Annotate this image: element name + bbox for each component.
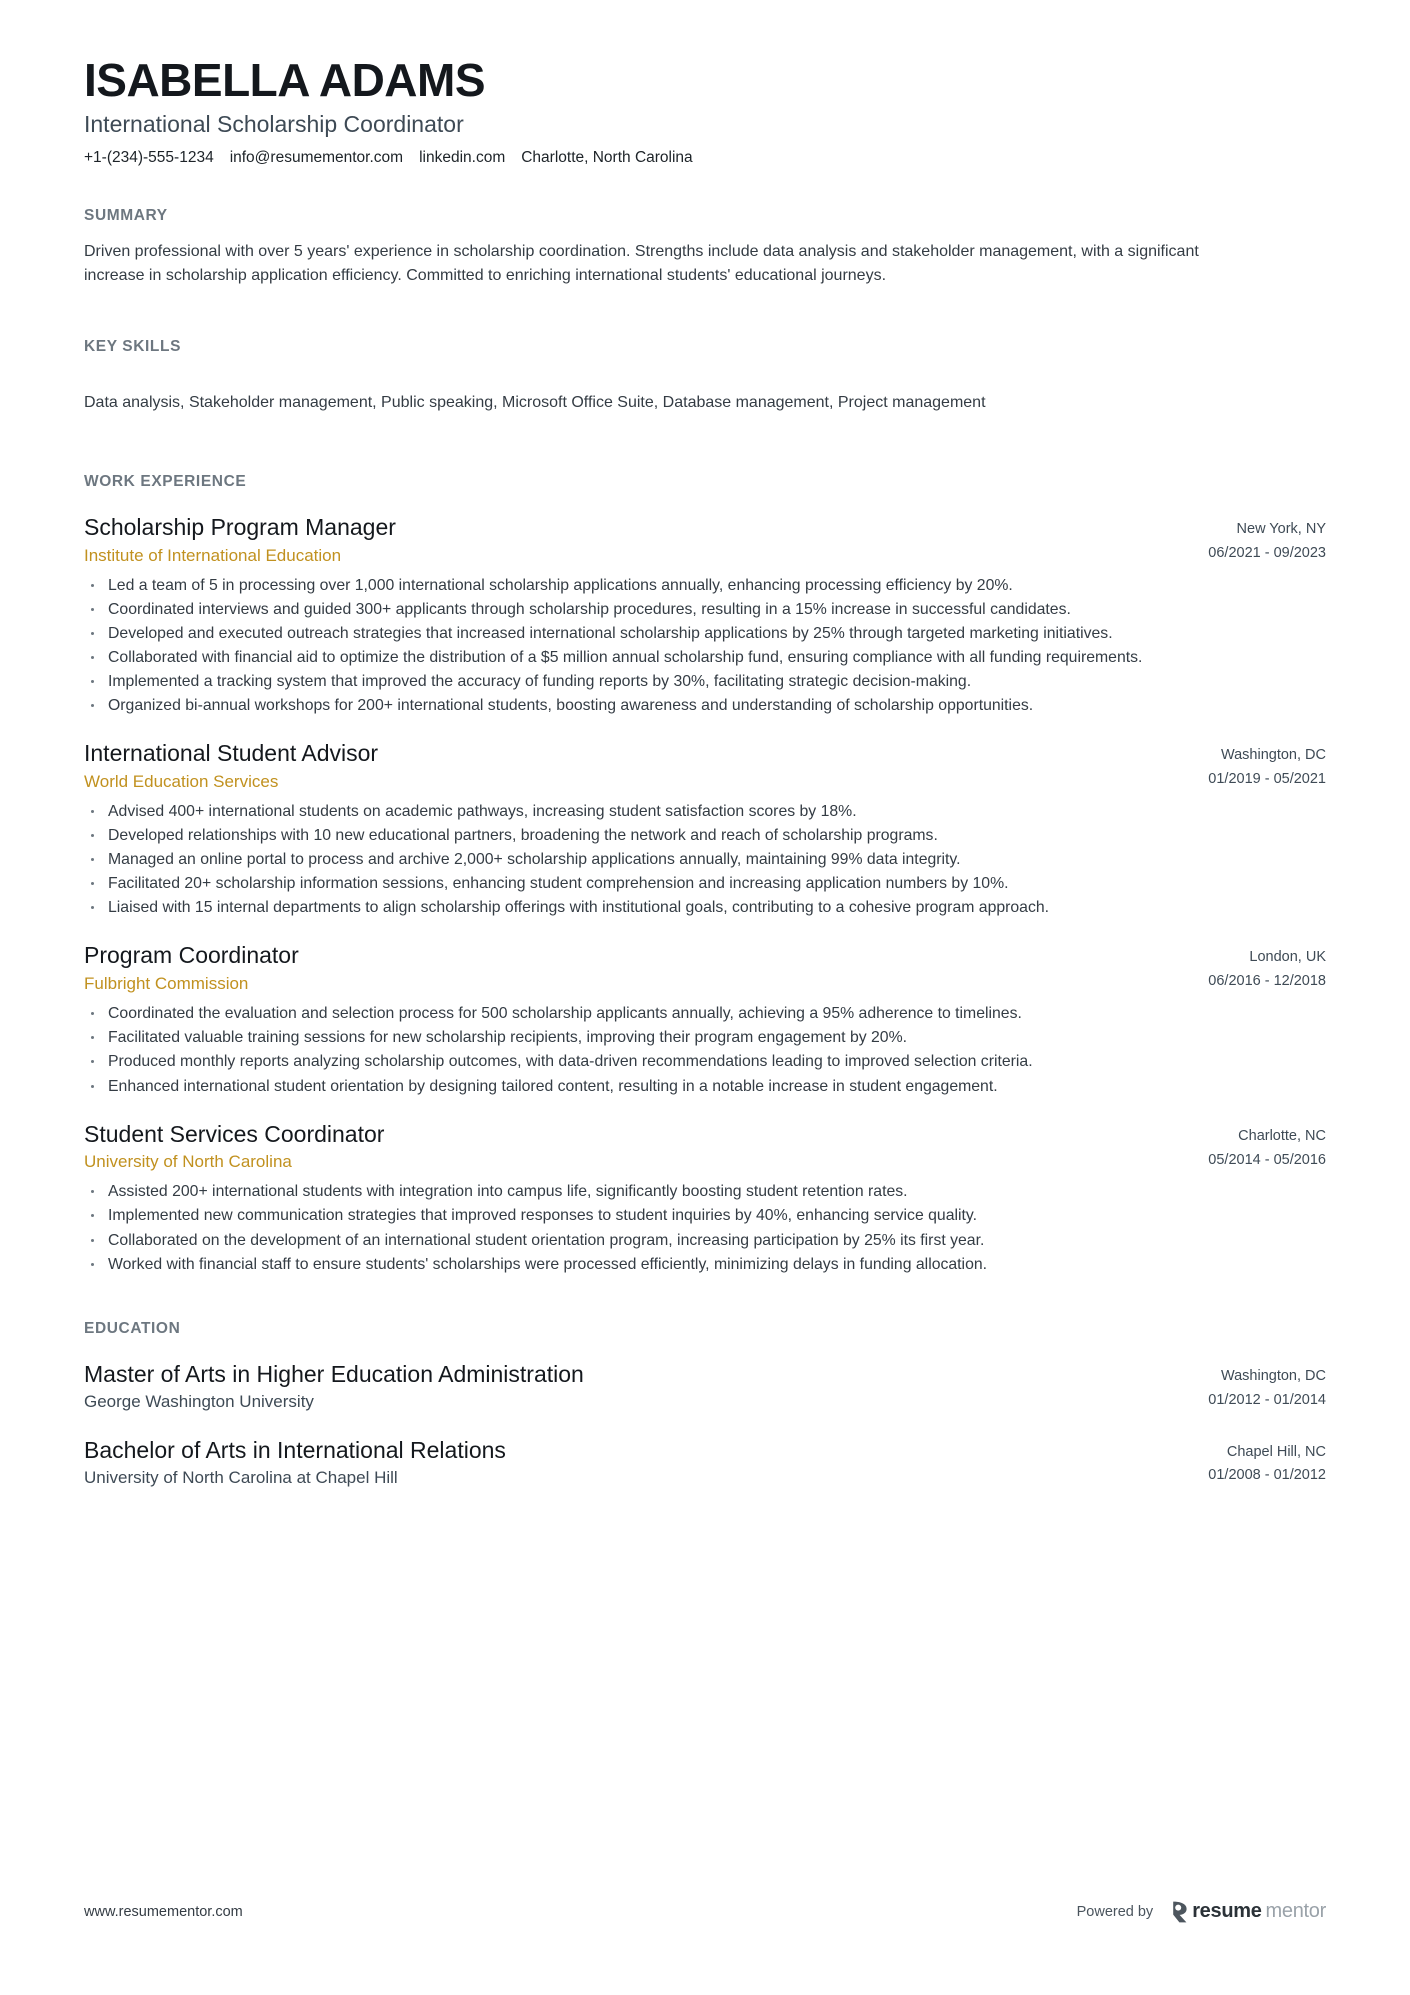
resumementor-logo: [1171, 1900, 1326, 1923]
work-entry-main: [84, 739, 1208, 793]
job-bullet: Developed relationships with 10 new educational partners, broadening the network and reach of scholarship programs.: [84, 824, 1293, 847]
work-entry-header: [84, 739, 1326, 793]
job-bullet: Developed and executed outreach strategies that increased international scholarship applications by 25% through targeted marketing initiatives.: [84, 622, 1293, 645]
work-entry: [84, 739, 1326, 919]
job-bullet: Coordinated interviews and guided 300+ applicants through scholarship procedures, resulting in a 15% increase in successful candidates.: [84, 598, 1293, 621]
job-bullet: Coordinated the evaluation and selection process for 500 scholarship applicants annually, achieving a 95% adherence to timelines.: [84, 1002, 1293, 1025]
school-dates: 01/2008 - 01/2012: [1208, 1467, 1326, 1484]
resumementor-mark-icon: [1171, 1901, 1188, 1923]
education-entry-main: [84, 1436, 1208, 1490]
job-bullet: Worked with financial staff to ensure students' scholarships were processed efficiently, minimizing delays in funding allocation.: [84, 1253, 1293, 1276]
brand-name-bold: resume: [1192, 1900, 1262, 1922]
job-bullet: Implemented a tracking system that improved the accuracy of funding reports by 30%, facilitating strategic decision-making.: [84, 670, 1293, 693]
education-entry-header: [84, 1436, 1326, 1490]
job-bullets: [84, 574, 1326, 717]
school-name: George Washington University: [84, 1392, 314, 1412]
job-bullet: Advised 400+ international students on academic pathways, increasing student satisfaction scores by 18%.: [84, 800, 1293, 823]
work-entry-meta: [1208, 941, 1326, 994]
work-entry-main: [84, 1120, 1208, 1174]
job-dates: 06/2016 - 12/2018: [1208, 973, 1326, 990]
job-role: International Student Advisor: [84, 740, 379, 767]
job-location: New York, NY: [1236, 521, 1326, 538]
education-section: [84, 1320, 1326, 1490]
job-location: London, UK: [1249, 949, 1326, 966]
footer-branding: [1077, 1900, 1326, 1923]
work-entry-main: [84, 941, 1208, 995]
job-role: Scholarship Program Manager: [84, 514, 396, 541]
school-location: Washington, DC: [1220, 1367, 1326, 1384]
work-experience-section: [84, 473, 1326, 1276]
work-experience-heading: WORK EXPERIENCE: [84, 473, 247, 491]
job-bullets: [84, 800, 1326, 919]
job-bullet: Managed an online portal to process and archive 2,000+ scholarship applications annually, maintaining 99% data integrity.: [84, 848, 1293, 871]
summary-section: [84, 207, 1326, 288]
school-dates: 01/2012 - 01/2014: [1208, 1391, 1326, 1408]
summary-text: Driven professional with over 5 years' experience in scholarship coordination. Strengths include data analysis and stakeholder management, with a significant increase in scholarship application efficiency. Committed to enriching international students' educational journeys.: [84, 243, 1199, 285]
job-organization: Institute of International Education: [84, 545, 342, 565]
key-skills-list: Data analysis, Stakeholder management, Public speaking, Microsoft Office Suite, Database management, Project management: [84, 394, 986, 412]
key-skills-section: [84, 338, 1326, 415]
job-location: Washington, DC: [1220, 747, 1326, 764]
contact-linkedin: linkedin.com: [419, 149, 506, 167]
education-heading: EDUCATION: [84, 1319, 181, 1337]
work-entry-meta: [1208, 513, 1326, 566]
education-entry-header: [84, 1360, 1326, 1414]
school-location: Chapel Hill, NC: [1226, 1443, 1326, 1460]
job-bullets: [84, 1002, 1326, 1097]
work-entry: [84, 941, 1326, 1097]
job-organization: University of North Carolina: [84, 1152, 292, 1172]
job-bullet: Implemented new communication strategies that improved responses to student inquiries by 40%, enhancing service quality.: [84, 1204, 1293, 1227]
job-role: Program Coordinator: [84, 942, 299, 969]
footer-website-url[interactable]: www.resumementor.com: [84, 1903, 243, 1920]
work-entry-header: [84, 513, 1326, 567]
brand-name-light: mentor: [1265, 1900, 1326, 1922]
contact-phone: +1-(234)-555-1234: [84, 149, 214, 167]
job-location: Charlotte, NC: [1238, 1127, 1326, 1144]
job-role: Student Services Coordinator: [84, 1120, 385, 1147]
work-entry-meta: [1208, 739, 1326, 792]
job-bullet: Collaborated with financial aid to optimize the distribution of a $5 million annual scholarship fund, ensuring compliance with all funding requirements.: [84, 646, 1293, 669]
job-bullet: Enhanced international student orientation by designing tailored content, resulting in a notable increase in student engagement.: [84, 1075, 1293, 1098]
job-organization: Fulbright Commission: [84, 974, 249, 994]
work-entry-main: [84, 513, 1208, 567]
summary-heading: SUMMARY: [84, 207, 168, 225]
education-entry-meta: [1208, 1360, 1326, 1413]
candidate-name: ISABELLA ADAMS: [84, 54, 486, 106]
degree-title: Master of Arts in Higher Education Administration: [84, 1360, 584, 1387]
education-entry-meta: [1208, 1436, 1326, 1489]
degree-title: Bachelor of Arts in International Relations: [84, 1436, 506, 1463]
job-bullet: Collaborated on the development of an international student orientation program, increasing participation by 25% its first year.: [84, 1229, 1293, 1252]
education-entry: [84, 1436, 1326, 1490]
job-bullet: Assisted 200+ international students with integration into campus life, significantly boosting student retention rates.: [84, 1180, 1293, 1203]
job-bullet: Led a team of 5 in processing over 1,000 international scholarship applications annually, enhancing processing efficiency by 20%.: [84, 574, 1293, 597]
job-bullet: Produced monthly reports analyzing scholarship outcomes, with data-driven recommendations leading to improved selection criteria.: [84, 1050, 1293, 1073]
job-bullet: Facilitated 20+ scholarship information sessions, enhancing student comprehension and increasing application numbers by 10%.: [84, 872, 1293, 895]
work-entry: [84, 1120, 1326, 1276]
key-skills-heading: KEY SKILLS: [84, 338, 182, 356]
job-bullet: Facilitated valuable training sessions for new scholarship recipients, improving their program engagement by 20%.: [84, 1026, 1293, 1049]
contact-email: info@resumementor.com: [229, 149, 404, 167]
job-bullet: Liaised with 15 internal departments to align scholarship offerings with institutional goals, contributing to a cohesive program approach.: [84, 896, 1293, 919]
page-footer: [84, 1900, 1326, 1923]
job-dates: 01/2019 - 05/2021: [1208, 771, 1326, 788]
job-bullets: [84, 1180, 1326, 1275]
contact-location: Charlotte, North Carolina: [521, 149, 693, 167]
powered-by-label: Powered by: [1076, 1903, 1154, 1920]
work-entry-header: [84, 1120, 1326, 1174]
job-dates: 06/2021 - 09/2023: [1208, 545, 1326, 562]
job-dates: 05/2014 - 05/2016: [1208, 1151, 1326, 1168]
job-bullet: Organized bi-annual workshops for 200+ international students, boosting awareness and understanding of scholarship opportunities.: [84, 694, 1293, 717]
education-entry: [84, 1360, 1326, 1414]
work-entry-meta: [1208, 1120, 1326, 1173]
work-entry: [84, 513, 1326, 717]
work-entry-header: [84, 941, 1326, 995]
contact-line: [84, 148, 1326, 169]
resume-header: [84, 56, 1326, 169]
job-organization: World Education Services: [84, 772, 279, 792]
school-name: University of North Carolina at Chapel Hill: [84, 1468, 398, 1488]
education-entry-main: [84, 1360, 1208, 1414]
candidate-job-title: International Scholarship Coordinator: [84, 111, 464, 138]
